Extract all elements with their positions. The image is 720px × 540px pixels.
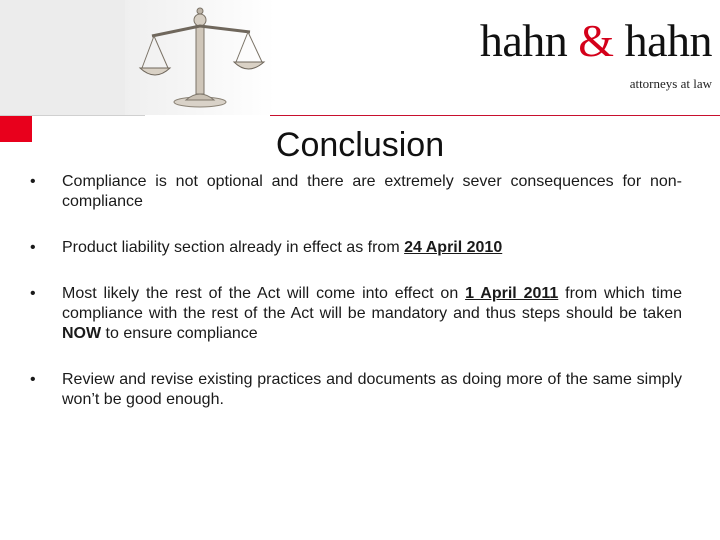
bullet-text: Review and revise existing practices and documents as doing more of the same simply won’t be good enough. (62, 371, 682, 408)
slide-title-text: Conclusion (275, 126, 445, 164)
header-divider (270, 115, 720, 116)
brand-name (479, 15, 712, 66)
bullet-date: 1 April 2011 (465, 285, 559, 302)
tagline: attorneys at law (629, 76, 712, 91)
logo-panel (0, 0, 125, 115)
bullet-item (30, 370, 682, 410)
scales-of-justice-icon (138, 2, 268, 110)
brand-ampersand: & (578, 15, 614, 66)
bullet-dot: • (30, 239, 36, 256)
bullet-item (30, 172, 682, 212)
bullet-emphasis: NOW (62, 325, 102, 342)
slide-title (0, 126, 720, 165)
bullet-text-mid: from which time compliance with the rest of the Act will be mandatory and thus steps should be taken (62, 285, 682, 322)
bullet-dot: • (30, 285, 36, 302)
bullet-dot: • (30, 371, 36, 388)
bullet-list (30, 172, 682, 436)
bullet-dot: • (30, 173, 36, 190)
bullet-text-end: to ensure compliance (101, 325, 258, 342)
brand-first: hahn (479, 15, 568, 66)
bullet-text: Compliance is not optional and there are extremely sever consequences for non-compliance (62, 173, 682, 210)
bullet-text: Most likely the rest of the Act will come into effect on (62, 285, 466, 302)
bullet-date: 24 April 2010 (404, 239, 503, 256)
bullet-item (30, 238, 682, 258)
bullet-text: Product liability section already in effect as from (62, 239, 405, 256)
brand-second: hahn (624, 15, 712, 66)
bullet-item (30, 284, 682, 344)
